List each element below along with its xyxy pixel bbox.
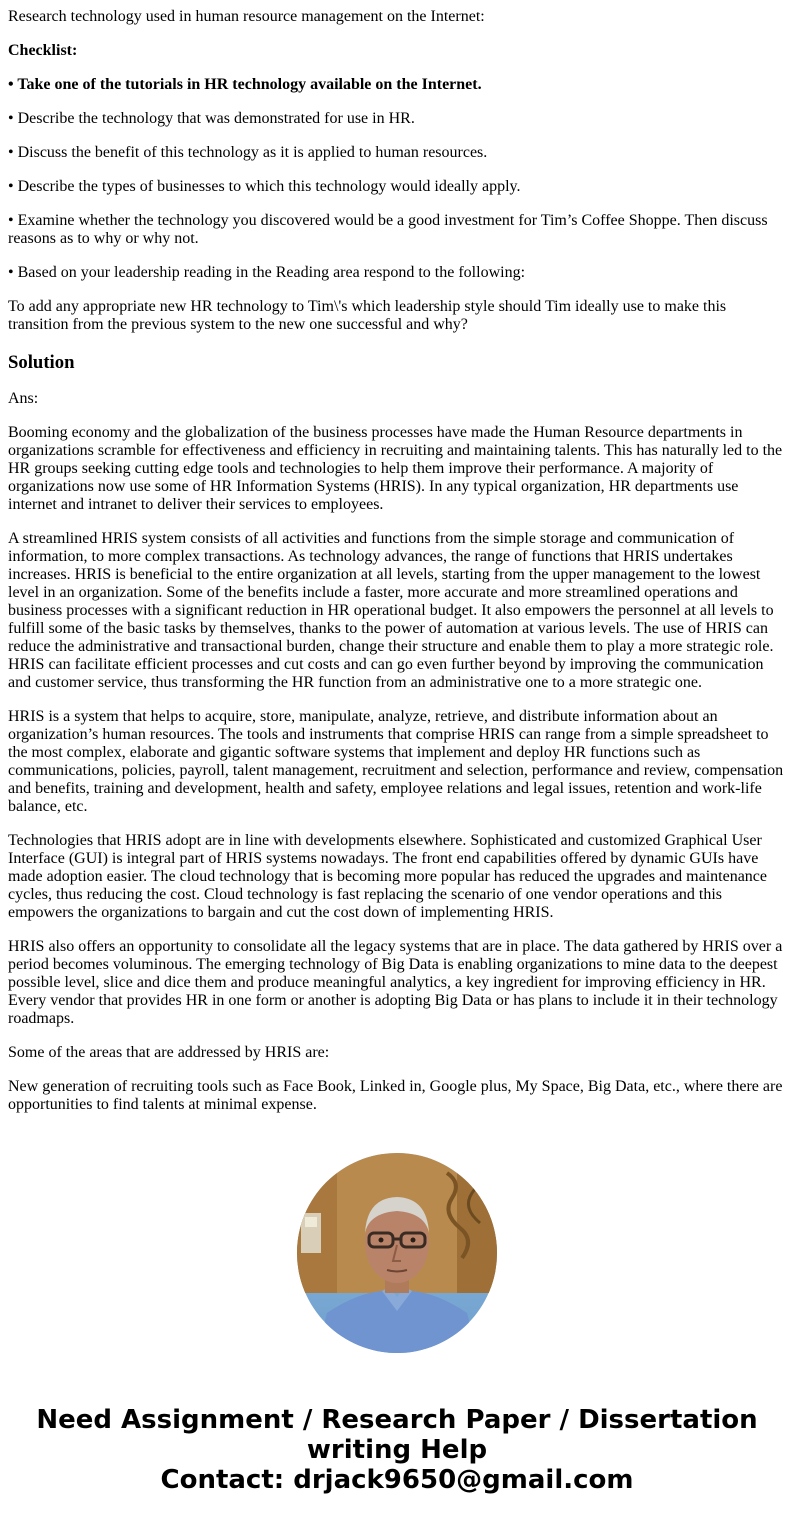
answer-label: Ans: (8, 390, 39, 407)
question-intro: Research technology used in human resource management on the Internet: (8, 8, 485, 25)
checklist-item-4: • Describe the types of businesses to which this technology would ideally apply. (8, 178, 521, 195)
solution-heading: Solution (8, 352, 75, 373)
solution-paragraph: Booming economy and the globalization of the business processes have made the Human Resource departments in organizations scramble for effectiveness and efficiency in recruiting and maintaining talents. This has naturally led to the HR groups seeking cutting edge tools and technologies to help them improve their performance. A majority of organizations now use some of HR Information Systems (HRIS). In any typical organization, HR departments use internet and intranet to deliver their services to employees. (8, 424, 783, 513)
solution-paragraph: Some of the areas that are addressed by HRIS are: (8, 1044, 330, 1061)
banner-contact-line: Contact: drjack9650@gmail.com (160, 1465, 634, 1495)
checklist-item-6: • Based on your leadership reading in the Reading area respond to the following: (8, 264, 526, 281)
author-avatar (297, 1153, 497, 1353)
checklist-item-5: • Examine whether the technology you discovered would be a good investment for Tim’s Coffee Shoppe. Then discuss reasons as to why or why not. (8, 212, 768, 247)
solution-paragraph: New generation of recruiting tools such as Face Book, Linked in, Google plus, My Space, Big Data, etc., where there are opportunities to find talents at minimal expense. (8, 1078, 783, 1113)
document-body (8, 0, 784, 1130)
banner-line-1: Need Assignment / Research Paper / Dissertation (36, 1405, 758, 1435)
checklist-item-1: • Take one of the tutorials in HR technology available on the Internet. (8, 76, 482, 93)
checklist-item-2: • Describe the technology that was demonstrated for use in HR. (8, 110, 415, 127)
solution-paragraph: HRIS is a system that helps to acquire, store, manipulate, analyze, retrieve, and distribute information about an organization’s human resources. The tools and instruments that comprise HRIS can range from a simple spreadsheet to the most complex, elaborate and gigantic software systems that implement and deploy HR functions such as communications, policies, payroll, talent management, recruitment and selection, performance and review, compensation and benefits, training and development, health and safety, employee relations and legal issues, retention and work-life balance, etc. (8, 708, 784, 815)
author-portrait-icon (297, 1153, 497, 1353)
solution-paragraph: A streamlined HRIS system consists of all activities and functions from the simple storage and communication of information, to more complex transactions. As technology advances, the range of functions that HRIS undertakes increases. HRIS is beneficial to the entire organization at all levels, starting from the upper management to the lowest level in an organization. Some of the benefits include a faster, more accurate and more streamlined operations and business processes with a significant reduction in HR operational budget. It also empowers the personnel at all levels to fulfill some of the basic tasks by themselves, thanks to the power of automation at various levels. The use of HRIS can reduce the administrative and transactional burden, change their structure and enable them to play a more strategic role. HRIS can facilitate efficient processes and cut costs and can go even further beyond by improving the communication and customer service, thus transforming the HR function from an administrative one to a more strategic one. (8, 530, 774, 691)
checklist-item-3: • Discuss the benefit of this technology as it is applied to human resources. (8, 144, 488, 161)
contact-banner (0, 1405, 794, 1495)
solution-paragraph: HRIS also offers an opportunity to consolidate all the legacy systems that are in place. The data gathered by HRIS over a period becomes voluminous. The emerging technology of Big Data is enabling organizations to mine data to the deepest possible level, slice and dice them and produce meaningful analytics, a key ingredient for improving efficiency in HR. Every vendor that provides HR in one form or another is adopting Big Data or has plans to include it in their technology roadmaps. (8, 938, 783, 1027)
checklist-title: Checklist: (8, 42, 78, 59)
solution-paragraph: Technologies that HRIS adopt are in line with developments elsewhere. Sophisticated and customized Graphical User Interface (GUI) is integral part of HRIS systems nowadays. The front end capabilities offered by dynamic GUIs have made adoption easier. The cloud technology that is becoming more popular has reduced the upgrades and maintenance cycles, thus reducing the cost. Cloud technology is fast replacing the scenario of one vendor operations and this empowers the organizations to bargain and cut the cost down of implementing HRIS. (8, 832, 768, 921)
banner-line-2: writing Help (306, 1435, 488, 1465)
leadership-question: To add any appropriate new HR technology to Tim\'s which leadership style should Tim ideally use to make this transition from the previous system to the new one successful and why? (8, 298, 727, 333)
